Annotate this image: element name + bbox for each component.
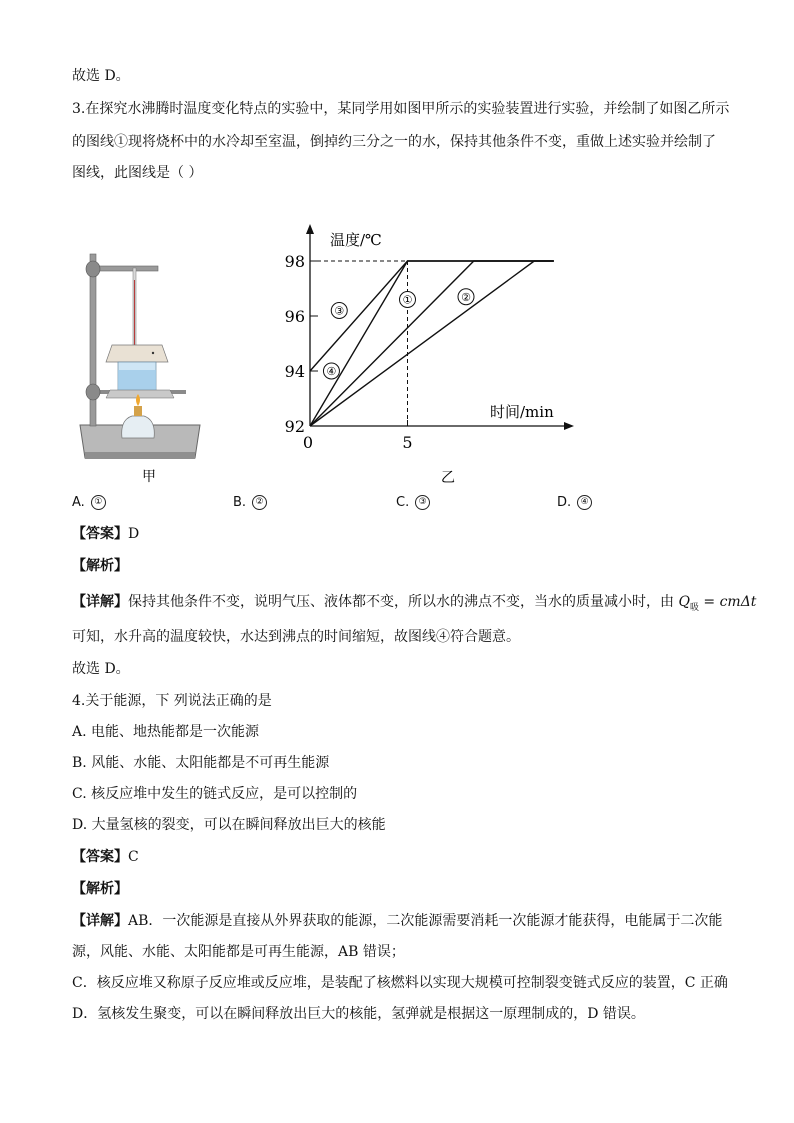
detail-2-line-4: D．氢核发生聚变，可以在瞬间释放出巨大的核能，氢弹就是根据这一原理制成的，D 错误。 [72,1006,645,1022]
alcohol-lamp [122,416,155,438]
y-tick-label-92: 92 [284,417,305,436]
answer-1-value: D [128,526,140,542]
prev-answer-line: 故选 D。 [72,68,130,84]
y-tick-label-96: 96 [284,307,305,326]
caption-yi: 乙 [441,470,455,486]
series-line-3 [310,261,554,371]
option-a-letter: A. [72,495,85,510]
option-a-mark: ① [91,495,106,510]
detail-2-text: AB．一次能源是直接从外界获取的能源，二次能源需要消耗一次能源才能获得，电能属于二次能 [128,913,723,929]
option-a[interactable] [72,494,106,512]
series-label-2: ② [461,290,471,304]
option-d-letter: D. [557,495,572,510]
question-4-option-b[interactable]: B. 风能、水能、太阳能都是不可再生能源 [72,755,330,771]
question-3-line-2: 的图线①现将烧杯中的水冷却至室温，倒掉约三分之一的水，保持其他条件不变，重做上述实验并绘制了 [72,134,716,150]
question-4-option-d[interactable]: D. 大量氢核的裂变，可以在瞬间释放出巨大的核能 [72,817,386,833]
y-tick-label-94: 94 [284,362,305,381]
option-c-mark: ③ [415,495,430,510]
y-axis-arrow [306,224,314,234]
detail-1-tag: 【详解】 [72,594,128,610]
series-label-3: ③ [334,304,345,318]
x-axis-arrow [564,422,574,430]
question-4-option-c[interactable]: C. 核反应堆中发生的链式反应，是可以控制的 [72,786,358,802]
choose-d-line: 故选 D。 [72,661,130,677]
heat-formula: $Q_吸 = cm\Delta t$ [678,594,757,613]
option-b-letter: B. [233,495,247,510]
answer-2-tag: 【答案】 [72,849,128,865]
option-b[interactable] [233,494,267,512]
series-label-1: ① [402,293,413,307]
beaker-lid [106,345,168,362]
y-tick-label-98: 98 [284,252,305,271]
series-line-1 [310,261,554,426]
caption-jia: 甲 [142,469,156,485]
detail-2-line-3: C．核反应堆又称原子反应堆或反应堆，是装配了核燃料以实现大规模可控制裂变链式反应的装置，C 正确 [72,975,728,991]
answer-1-tag: 【答案】 [72,526,128,542]
analysis-2: 【解析】 [72,881,128,897]
answer-2 [72,847,139,867]
answer-1 [72,524,139,544]
x-axis-label: 时间/min [490,403,554,421]
series-line-4 [310,261,554,426]
option-c-letter: C. [396,495,410,510]
answer-2-value: C [128,849,139,865]
detail-2-line-1 [72,911,722,931]
detail-1 [72,592,756,618]
analysis-1: 【解析】 [72,558,128,574]
option-b-mark: ② [252,495,267,510]
y-axis-label: 温度/℃ [330,231,382,249]
temperature-time-chart [270,220,590,490]
question-3-line-3: 图线，此图线是（ ） [72,165,203,181]
question-3-line-1: 3.在探究水沸腾时温度变化特点的实验中，某同学用如图甲所示的实验装置进行实验，并绘制了如图乙所示 [72,101,730,117]
detail-2-line-2: 源，风能、水能、太阳能都是可再生能源，AB 错误； [72,944,405,960]
series-line-2 [310,261,554,426]
question-4: 4.关于能源，下 列说法正确的是 [72,693,272,709]
detail-2-tag: 【详解】 [72,913,128,929]
apparatus-figure [70,240,210,490]
option-c[interactable] [396,494,430,512]
wire-gauze [106,390,174,398]
x-tick-label-0: 0 [302,433,314,452]
detail-1-continued: 可知，水升高的温度较快，水达到沸点的时间缩短，故图线④符合题意。 [72,629,520,645]
option-d-mark: ④ [577,495,592,510]
option-d[interactable] [557,494,592,512]
x-tick-label-5: 5 [402,433,413,452]
detail-1-text: 保持其他条件不变，说明气压、液体都不变，所以水的沸点不变，当水的质量减小时，由 [128,594,674,610]
question-4-option-a[interactable]: A. 电能、地热能都是一次能源 [72,724,260,740]
series-label-4: ④ [326,365,337,378]
